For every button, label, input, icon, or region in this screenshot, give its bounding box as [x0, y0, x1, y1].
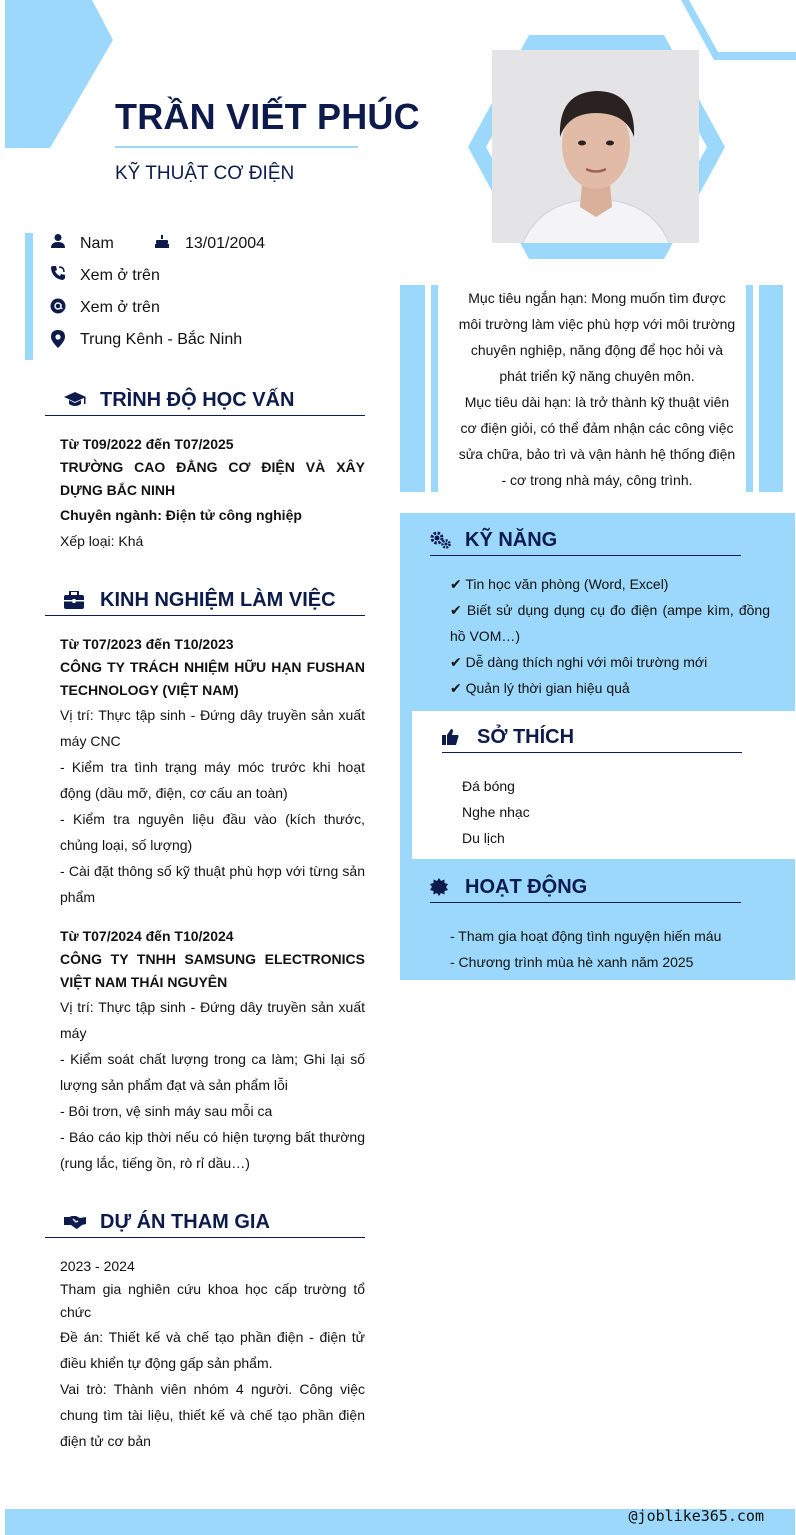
hobby-item: Nghe nhạc [462, 804, 530, 820]
thumbs-up-icon [442, 729, 459, 745]
skill-item: ✔ Dễ dàng thích nghi với môi trường mới [450, 654, 708, 670]
activities-divider [430, 902, 741, 903]
project-period: 2023 - 2024 [60, 1258, 135, 1274]
experience-job-2 [60, 925, 365, 1176]
job-detail-line: - Báo cáo kịp thời nếu có hiện tượng bất thường (rung lắc, tiếng ồn, rò rỉ dầu…) [60, 1129, 365, 1171]
person-icon [50, 233, 66, 249]
contact-birthday: 13/01/2004 [185, 235, 266, 252]
skills-list [450, 571, 770, 701]
education-major: Chuyên ngành: Điện tử công nghiệp [60, 507, 302, 523]
job-detail-line: Vị trí: Thực tập sinh - Đứng dây truyền sản xuất máy CNC [60, 707, 365, 749]
projects-section [60, 1255, 365, 1454]
objective-bar-right-inner [746, 285, 753, 492]
briefcase-icon [64, 591, 84, 609]
corner-shape-top-left [0, 0, 120, 150]
contact-accent-bar [25, 233, 33, 360]
skills-title: KỸ NĂNG [465, 529, 558, 551]
location-pin-icon [50, 330, 66, 348]
education-title: TRÌNH ĐỘ HỌC VẤN [100, 389, 295, 411]
graduation-cap-icon [64, 392, 86, 408]
hobby-item: Đá bóng [462, 778, 515, 794]
experience-job-1 [60, 633, 365, 910]
footer-website: @joblike365.com [628, 1507, 764, 1525]
badge-star-icon [430, 878, 448, 896]
hobbies-title: SỞ THÍCH [477, 726, 575, 748]
email-icon [50, 298, 66, 314]
job-detail-line: - Bôi trơn, vệ sinh máy sau mỗi ca [60, 1103, 273, 1119]
contact-address: Trung Kênh - Bắc Ninh [80, 331, 243, 348]
career-objective [457, 285, 737, 493]
objective-bar-right-outer [759, 285, 783, 492]
skill-item: ✔ Tin học văn phòng (Word, Excel) [450, 576, 669, 592]
birthday-cake-icon [154, 233, 170, 249]
activities-title: HOẠT ĐỘNG [465, 876, 588, 898]
skill-item: ✔ Quản lý thời gian hiệu quả [450, 680, 630, 696]
skill-item: ✔ Biết sử dụng dụng cụ đo điện (ampe kìm, đồng hồ VOM…) [450, 602, 770, 644]
objective-bar-left-inner [431, 285, 438, 492]
job-period: Từ T07/2023 đến T10/2023 [60, 636, 234, 652]
name-underline [115, 146, 358, 148]
job-period: Từ T07/2024 đến T10/2024 [60, 928, 234, 944]
phone-icon [50, 265, 66, 281]
objective-short: Mục tiêu ngắn hạn: Mong muốn tìm được môi trường làm việc phù hợp với môi trường chuyên nghiệp, năng động để học hỏi và phát triển kỹ năng chuyên môn. [458, 290, 736, 384]
job-detail-line: - Cài đặt thông số kỹ thuật phù hợp với từng sản phẩm [60, 863, 365, 905]
activity-item: - Chương trình mùa hè xanh năm 2025 [450, 954, 694, 970]
gears-icon [430, 531, 452, 549]
handshake-icon [64, 1215, 86, 1229]
education-grade: Xếp loại: Khá [60, 533, 144, 549]
job-company: CÔNG TY TRÁCH NHIỆM HỮU HẠN FUSHAN TECHNOLOGY (VIỆT NAM) [60, 659, 365, 698]
candidate-name: TRẦN VIẾT PHÚC [115, 96, 420, 137]
education-section [60, 433, 365, 554]
hobby-item: Du lịch [462, 830, 505, 846]
contact-gender: Nam [80, 235, 114, 252]
job-title: KỸ THUẬT CƠ ĐIỆN [115, 163, 295, 184]
skills-divider [430, 555, 741, 556]
projects-divider [45, 1237, 365, 1238]
projects-title: DỰ ÁN THAM GIA [100, 1211, 270, 1233]
job-detail-line: - Kiểm soát chất lượng trong ca làm; Ghi lại số lượng sản phẩm đạt và sản phẩm lỗi [60, 1051, 365, 1093]
hobbies-list [462, 773, 762, 851]
education-period: Từ T09/2022 đến T07/2025 [60, 436, 234, 452]
contact-email: Xem ở trên [80, 299, 160, 316]
project-role: Vai trò: Thành viên nhóm 4 người. Công việc chung tìm tài liệu, thiết kế và chế tạo phần điện điện tử cơ bản [60, 1381, 365, 1449]
project-name: Tham gia nghiên cứu khoa học cấp trường tổ chức [60, 1281, 365, 1320]
experience-title: KINH NGHIỆM LÀM VIỆC [100, 589, 336, 611]
education-school: TRƯỜNG CAO ĐẲNG CƠ ĐIỆN VÀ XÂY DỰNG BẮC NINH [60, 459, 365, 498]
objective-long: Mục tiêu dài hạn: là trở thành kỹ thuật viên cơ điện giỏi, có thể đảm nhận các công việc sửa chữa, bảo trì và vận hành hệ thống điện - cơ trong nhà máy, công trình. [458, 394, 736, 488]
activities-list [450, 923, 770, 975]
contact-phone: Xem ở trên [80, 267, 160, 284]
project-topic: Đề án: Thiết kế và chế tạo phần điện - điện tử điều khiển tự động gấp sản phẩm. [60, 1329, 365, 1371]
job-detail-line: Vị trí: Thực tập sinh - Đứng dây truyền sản xuất máy [60, 999, 365, 1041]
activity-item: - Tham gia hoạt động tình nguyện hiến máu [450, 928, 722, 944]
education-divider [45, 415, 365, 416]
job-company: CÔNG TY TNHH SAMSUNG ELECTRONICS VIỆT NAM THÁI NGUYÊN [60, 951, 365, 990]
experience-divider [45, 615, 365, 616]
objective-bar-left-outer [400, 285, 425, 492]
profile-photo [466, 33, 728, 261]
hobbies-divider [442, 752, 742, 753]
job-detail-line: - Kiểm tra nguyên liệu đầu vào (kích thước, chủng loại, số lượng) [60, 811, 365, 853]
job-detail-line: - Kiểm tra tình trạng máy móc trước khi hoạt động (dầu mỡ, điện, cơ cấu an toàn) [60, 759, 365, 801]
